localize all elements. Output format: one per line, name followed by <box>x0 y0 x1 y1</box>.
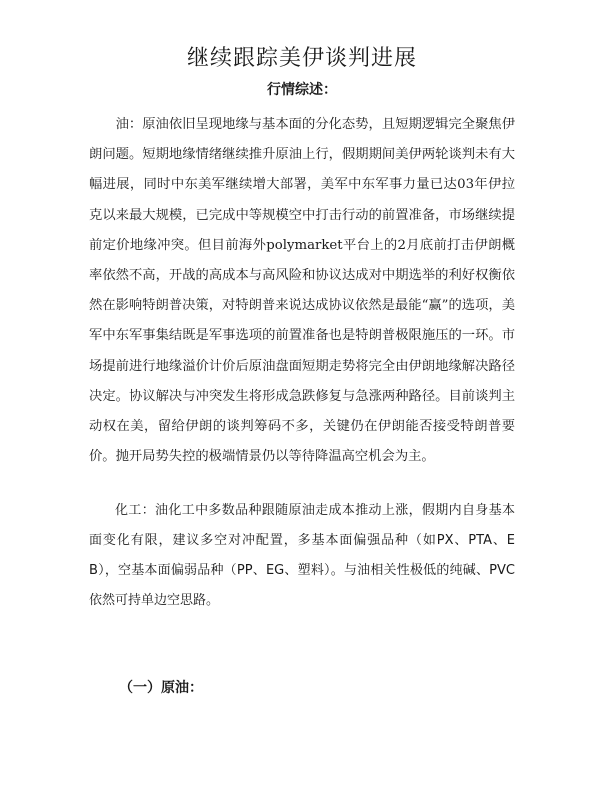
summary-heading: 行情综述： <box>267 82 337 98</box>
section-heading-crude-oil: （一）原油： <box>119 680 203 697</box>
chemical-paragraph: 化工：油化工中多数品种跟随原油走成本推动上涨，假期内自身基本面变化有限，建议多空对冲配置，多基本面偏强品种（如PX、PTA、EB），空基本面偏弱品种（PP、EG、塑料）。与油相关性极低的纯碱、PVC依然可持单边空思路。 <box>89 503 515 609</box>
oil-paragraph: 油：原油依旧呈现地缘与基本面的分化态势，且短期逻辑完全聚焦伊朗问题。短期地缘情绪继续推升原油上行，假期期间美伊两轮谈判未有大幅进展，同时中东美军继续增大部署，美军中东军事力量已达03年伊拉克以来最大规模，已完成中等规模空中打击行动的前置准备，市场继续提前定价地缘冲突。但目前海外polymarket平台上的2月底前打击伊朗概率依然不高，开战的高成本与高风险和协议达成对中期选举的利好权衡依然在影响特朗普决策，对特朗普来说达成协议依然是最能“赢”的选项，美军中东军事集结既是军事选项的前置准备也是特朗普极限施压的一环。市场提前进行地缘溢价计价后原油盘面短期走势将完全由伊朗地缘解决路径决定。协议解决与冲突发生将形成急跌修复与急涨两种路径。目前谈判主动权在美，留给伊朗的谈判筹码不多，关键仍在伊朗能否接受特朗普要价。抛开局势失控的极端情景仍以等待降温高空机会为主。 <box>89 117 515 465</box>
document-title: 继续跟踪美伊谈判进展 <box>186 46 417 71</box>
